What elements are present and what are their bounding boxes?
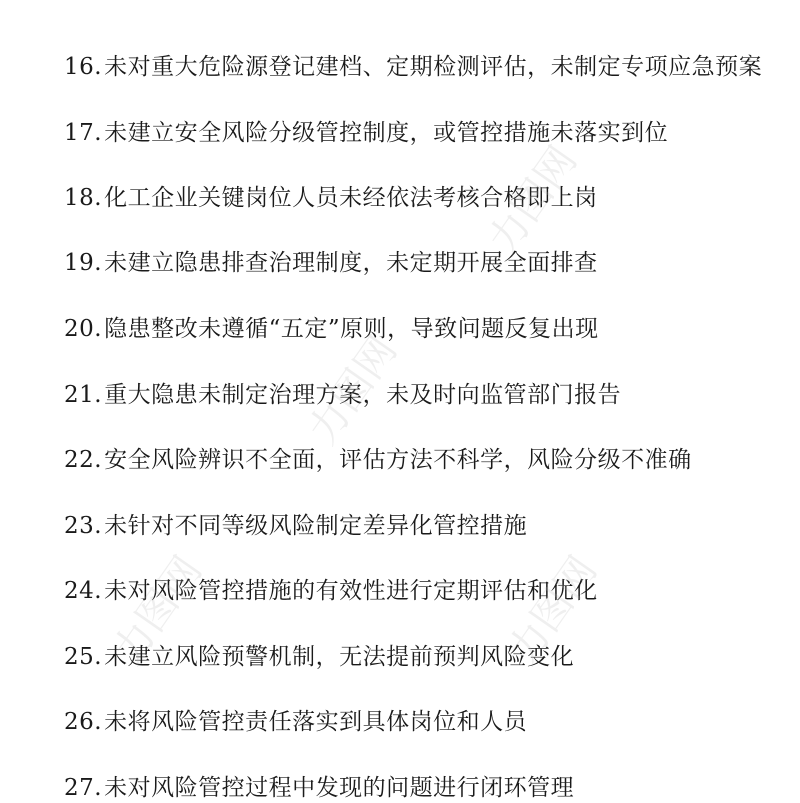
item-number: 18. [64, 185, 103, 211]
watermark: 力图网 [104, 548, 212, 673]
watermark: 力图网 [299, 328, 407, 453]
item-text: 未将风险管控责任落实到具体岗位和人员 [104, 709, 528, 735]
watermark: 力图网 [479, 138, 587, 263]
list-item [64, 511, 527, 541]
item-text: 化工企业关键岗位人员未经依法考核合格即上岗 [104, 185, 598, 211]
item-number: 23. [64, 513, 103, 539]
list-item [64, 773, 574, 803]
item-text: 重大隐患未制定治理方案，未及时向监管部门报告 [104, 382, 622, 408]
list-item [64, 380, 621, 410]
list-item [64, 642, 574, 672]
item-number: 16. [64, 54, 103, 80]
item-number: 19. [64, 250, 103, 276]
item-number: 17. [64, 120, 103, 146]
list-item [64, 445, 692, 475]
list-item [64, 314, 599, 344]
list-item [64, 183, 598, 213]
item-text: 安全风险辨识不全面，评估方法不科学，风险分级不准确 [104, 447, 692, 473]
list-item [64, 118, 668, 148]
item-number: 21. [64, 382, 103, 408]
list-item [64, 707, 527, 737]
item-text: 未对重大危险源登记建档、定期检测评估，未制定专项应急预案 [104, 54, 763, 80]
list-item [64, 52, 762, 82]
item-text: 隐患整改未遵循“五定”原则，导致问题反复出现 [104, 316, 599, 342]
list-item [64, 576, 598, 606]
item-number: 26. [64, 709, 103, 735]
item-text: 未建立安全风险分级管控制度，或管控措施未落实到位 [104, 120, 669, 146]
item-number: 27. [64, 775, 103, 801]
item-text: 未建立风险预警机制，无法提前预判风险变化 [104, 644, 575, 670]
item-text: 未对风险管控过程中发现的问题进行闭环管理 [104, 775, 575, 801]
item-text: 未建立隐患排查治理制度，未定期开展全面排查 [104, 250, 598, 276]
item-text: 未对风险管控措施的有效性进行定期评估和优化 [104, 578, 598, 604]
item-number: 20. [64, 316, 103, 342]
item-number: 22. [64, 447, 103, 473]
watermark: 力图网 [499, 548, 607, 673]
item-number: 24. [64, 578, 103, 604]
item-number: 25. [64, 644, 103, 670]
item-text: 未针对不同等级风险制定差异化管控措施 [104, 513, 528, 539]
list-item [64, 248, 598, 278]
